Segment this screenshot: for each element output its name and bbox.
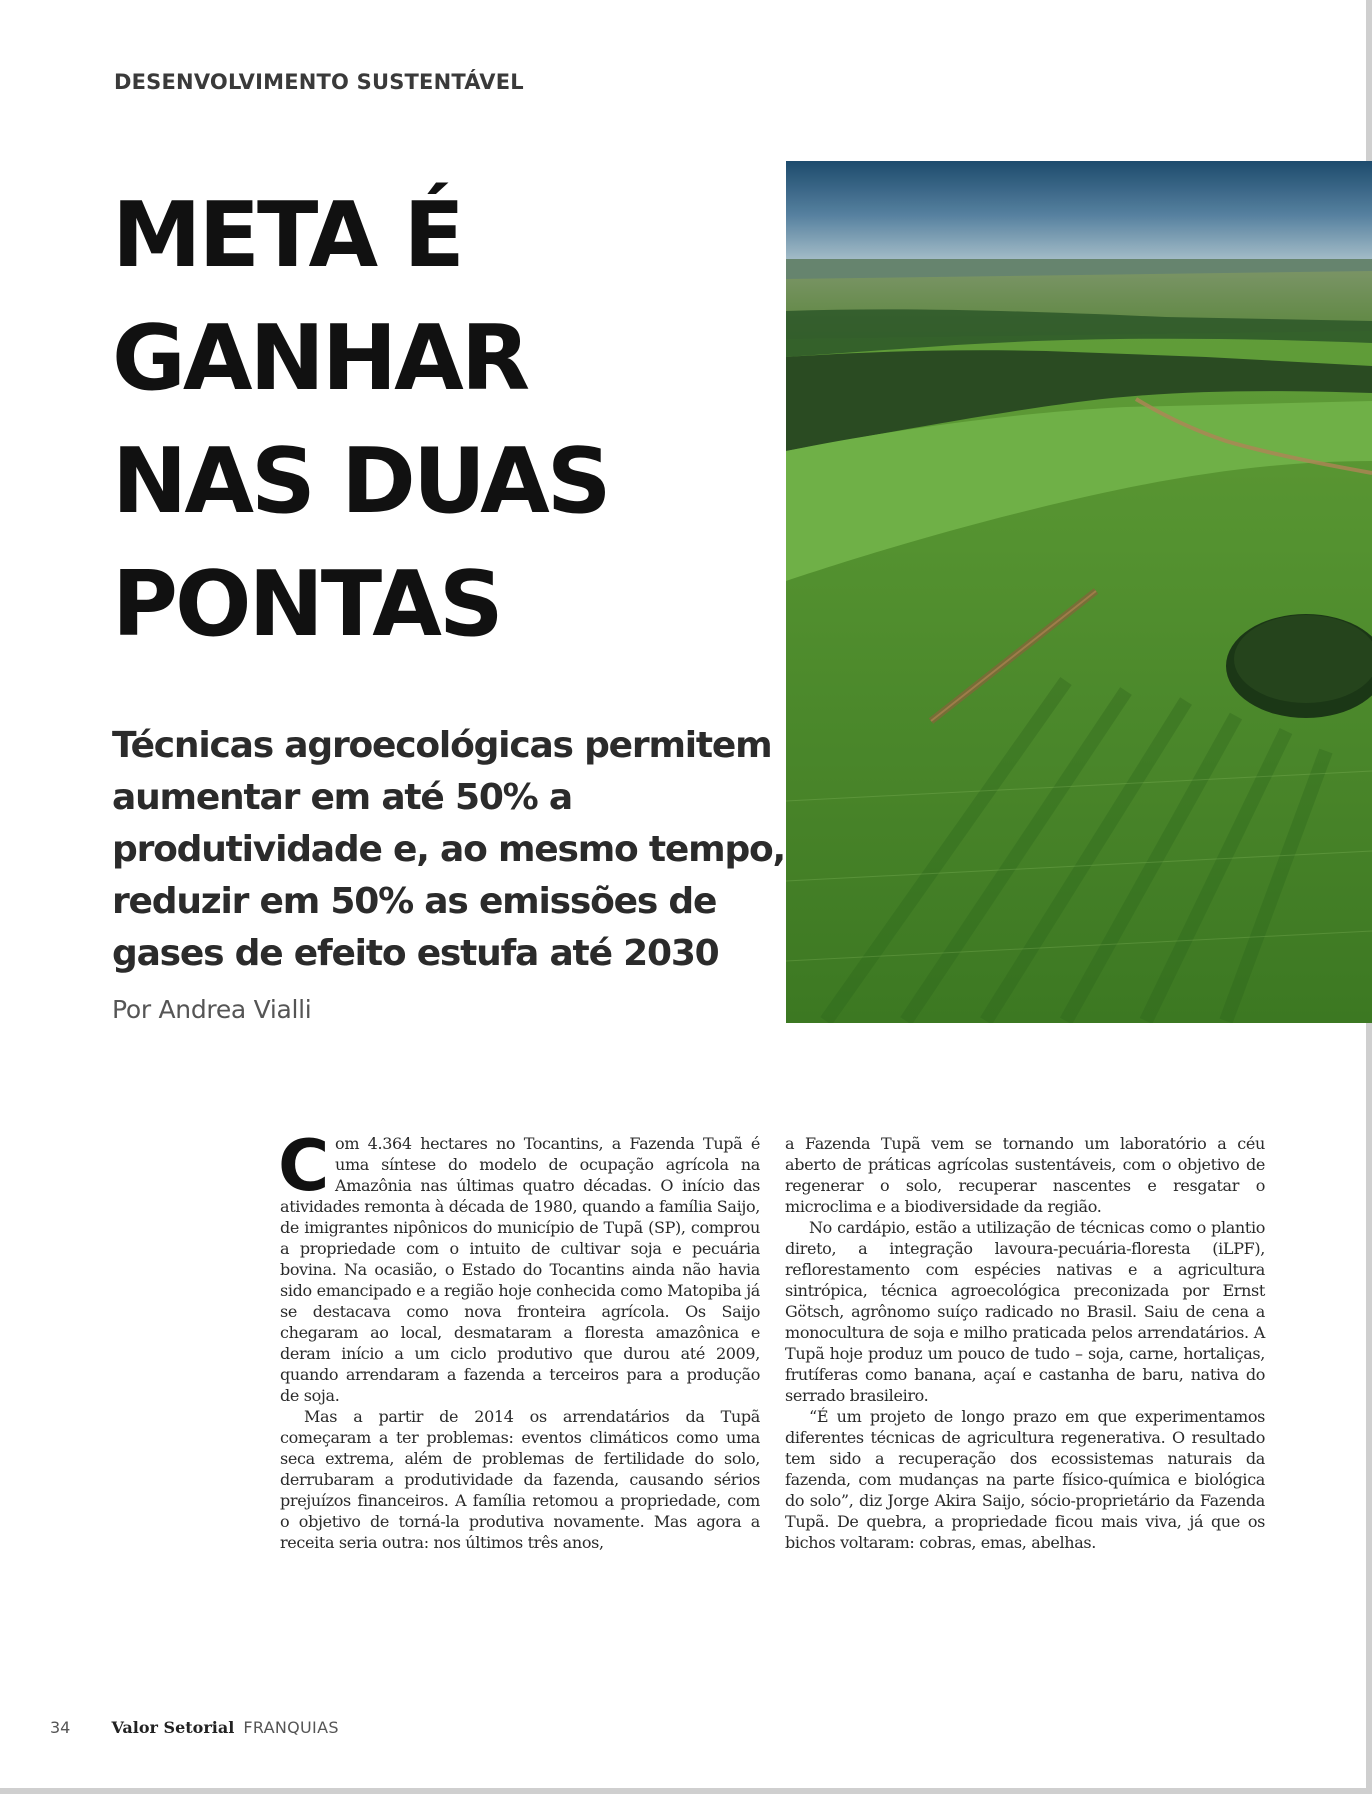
article-paragraph: a Fazenda Tupã vem se tornando um laboratório a céu aberto de práticas agrícolas sustentáveis, com o objetivo de regenerar o solo, recuperar nascentes e resgatar o microclima e a biodiversidade da região. <box>785 1134 1265 1216</box>
page-number: 34 <box>50 1718 71 1737</box>
paragraph-text: om 4.364 hectares no Tocantins, a Fazenda Tupã é uma síntese do modelo de ocupação agrícola na Amazônia nas últimas quatro décadas. O início das atividades remonta à década de 1980, quando a família Saijo, de imigrantes nipônicos do município de Tupã (SP), comprou a propriedade com o intuito de cultivar soja e pecuária bovina. Na ocasião, o Estado do Tocantins ainda não havia sido emancipado e a região hoje conhecida como Matopiba já se destacava como nova fronteira agrícola. Os Saijo chegaram ao local, desmataram a floresta amazônica e deram início a um ciclo produtivo que durou até 2009, quando arrendaram a fazenda a terceiros para a produção de soja. <box>280 1134 760 1405</box>
article-paragraph: Mas a partir de 2014 os arrendatários da Tupã começaram a ter problemas: eventos climáticos como uma seca extrema, além de problemas de fertilidade do solo, derrubaram a produtividade da fazenda, causando sérios prejuízos financeiros. A família retomou a propriedade, com o objetivo de torná-la produtiva novamente. Mas agora a receita seria outra: nos últimos três anos, <box>280 1407 760 1552</box>
headline-line: META É <box>112 183 462 288</box>
subheadline-line: Técnicas agroecológicas permitem <box>112 725 772 766</box>
section-label: DESENVOLVIMENTO SUSTENTÁVEL <box>114 70 524 94</box>
subheadline-line: gases de efeito estufa até 2030 <box>112 933 719 974</box>
headline <box>112 174 609 666</box>
article-paragraph: No cardápio, estão a utilização de técnicas como o plantio direto, a integração lavoura-pecuária-floresta (iLPF), reflorestamento com espécies nativas e a agricultura sintrópica, técnica agroecológica preconizada por Ernst Götsch, agrônomo suíço radicado no Brasil. Saiu de cena a monocultura de soja e milho praticada pelos arrendatários. A Tupã hoje produz um pouco de tudo – soja, carne, hortaliças, frutíferas como banana, açaí e castanha de baru, nativa do serrado brasileiro. <box>785 1218 1265 1405</box>
byline: Por Andrea Vialli <box>112 995 312 1024</box>
article-column-right <box>785 1133 1265 1553</box>
subheadline-line: aumentar em até 50% a <box>112 777 572 818</box>
headline-line: GANHAR <box>112 306 528 411</box>
subheadline-line: reduzir em 50% as emissões de <box>112 881 717 922</box>
publication-section: FRANQUIAS <box>243 1718 339 1737</box>
headline-line: NAS DUAS <box>112 429 609 534</box>
article-paragraph <box>278 1125 760 1406</box>
subheadline <box>112 720 786 980</box>
headline-line: PONTAS <box>112 552 501 657</box>
page-footer <box>50 1718 339 1737</box>
subheadline-line: produtividade e, ao mesmo tempo, <box>112 829 786 870</box>
article-paragraph: “É um projeto de longo prazo em que experimentamos diferentes técnicas de agricultura regenerativa. O resultado tem sido a recuperação dos ecossistemas naturais da fazenda, com mudanças na parte físico-química e biológica do solo”, diz Jorge Akira Saijo, sócio-proprietário da Fazenda Tupã. De quebra, a propriedade ficou mais viva, já que os bichos voltaram: cobras, emas, abelhas. <box>785 1407 1265 1552</box>
publication-name: Valor Setorial <box>111 1718 235 1737</box>
drop-cap: C <box>278 1125 330 1207</box>
article-column-left <box>278 1125 760 1553</box>
aerial-farmland-photo <box>786 161 1372 1023</box>
